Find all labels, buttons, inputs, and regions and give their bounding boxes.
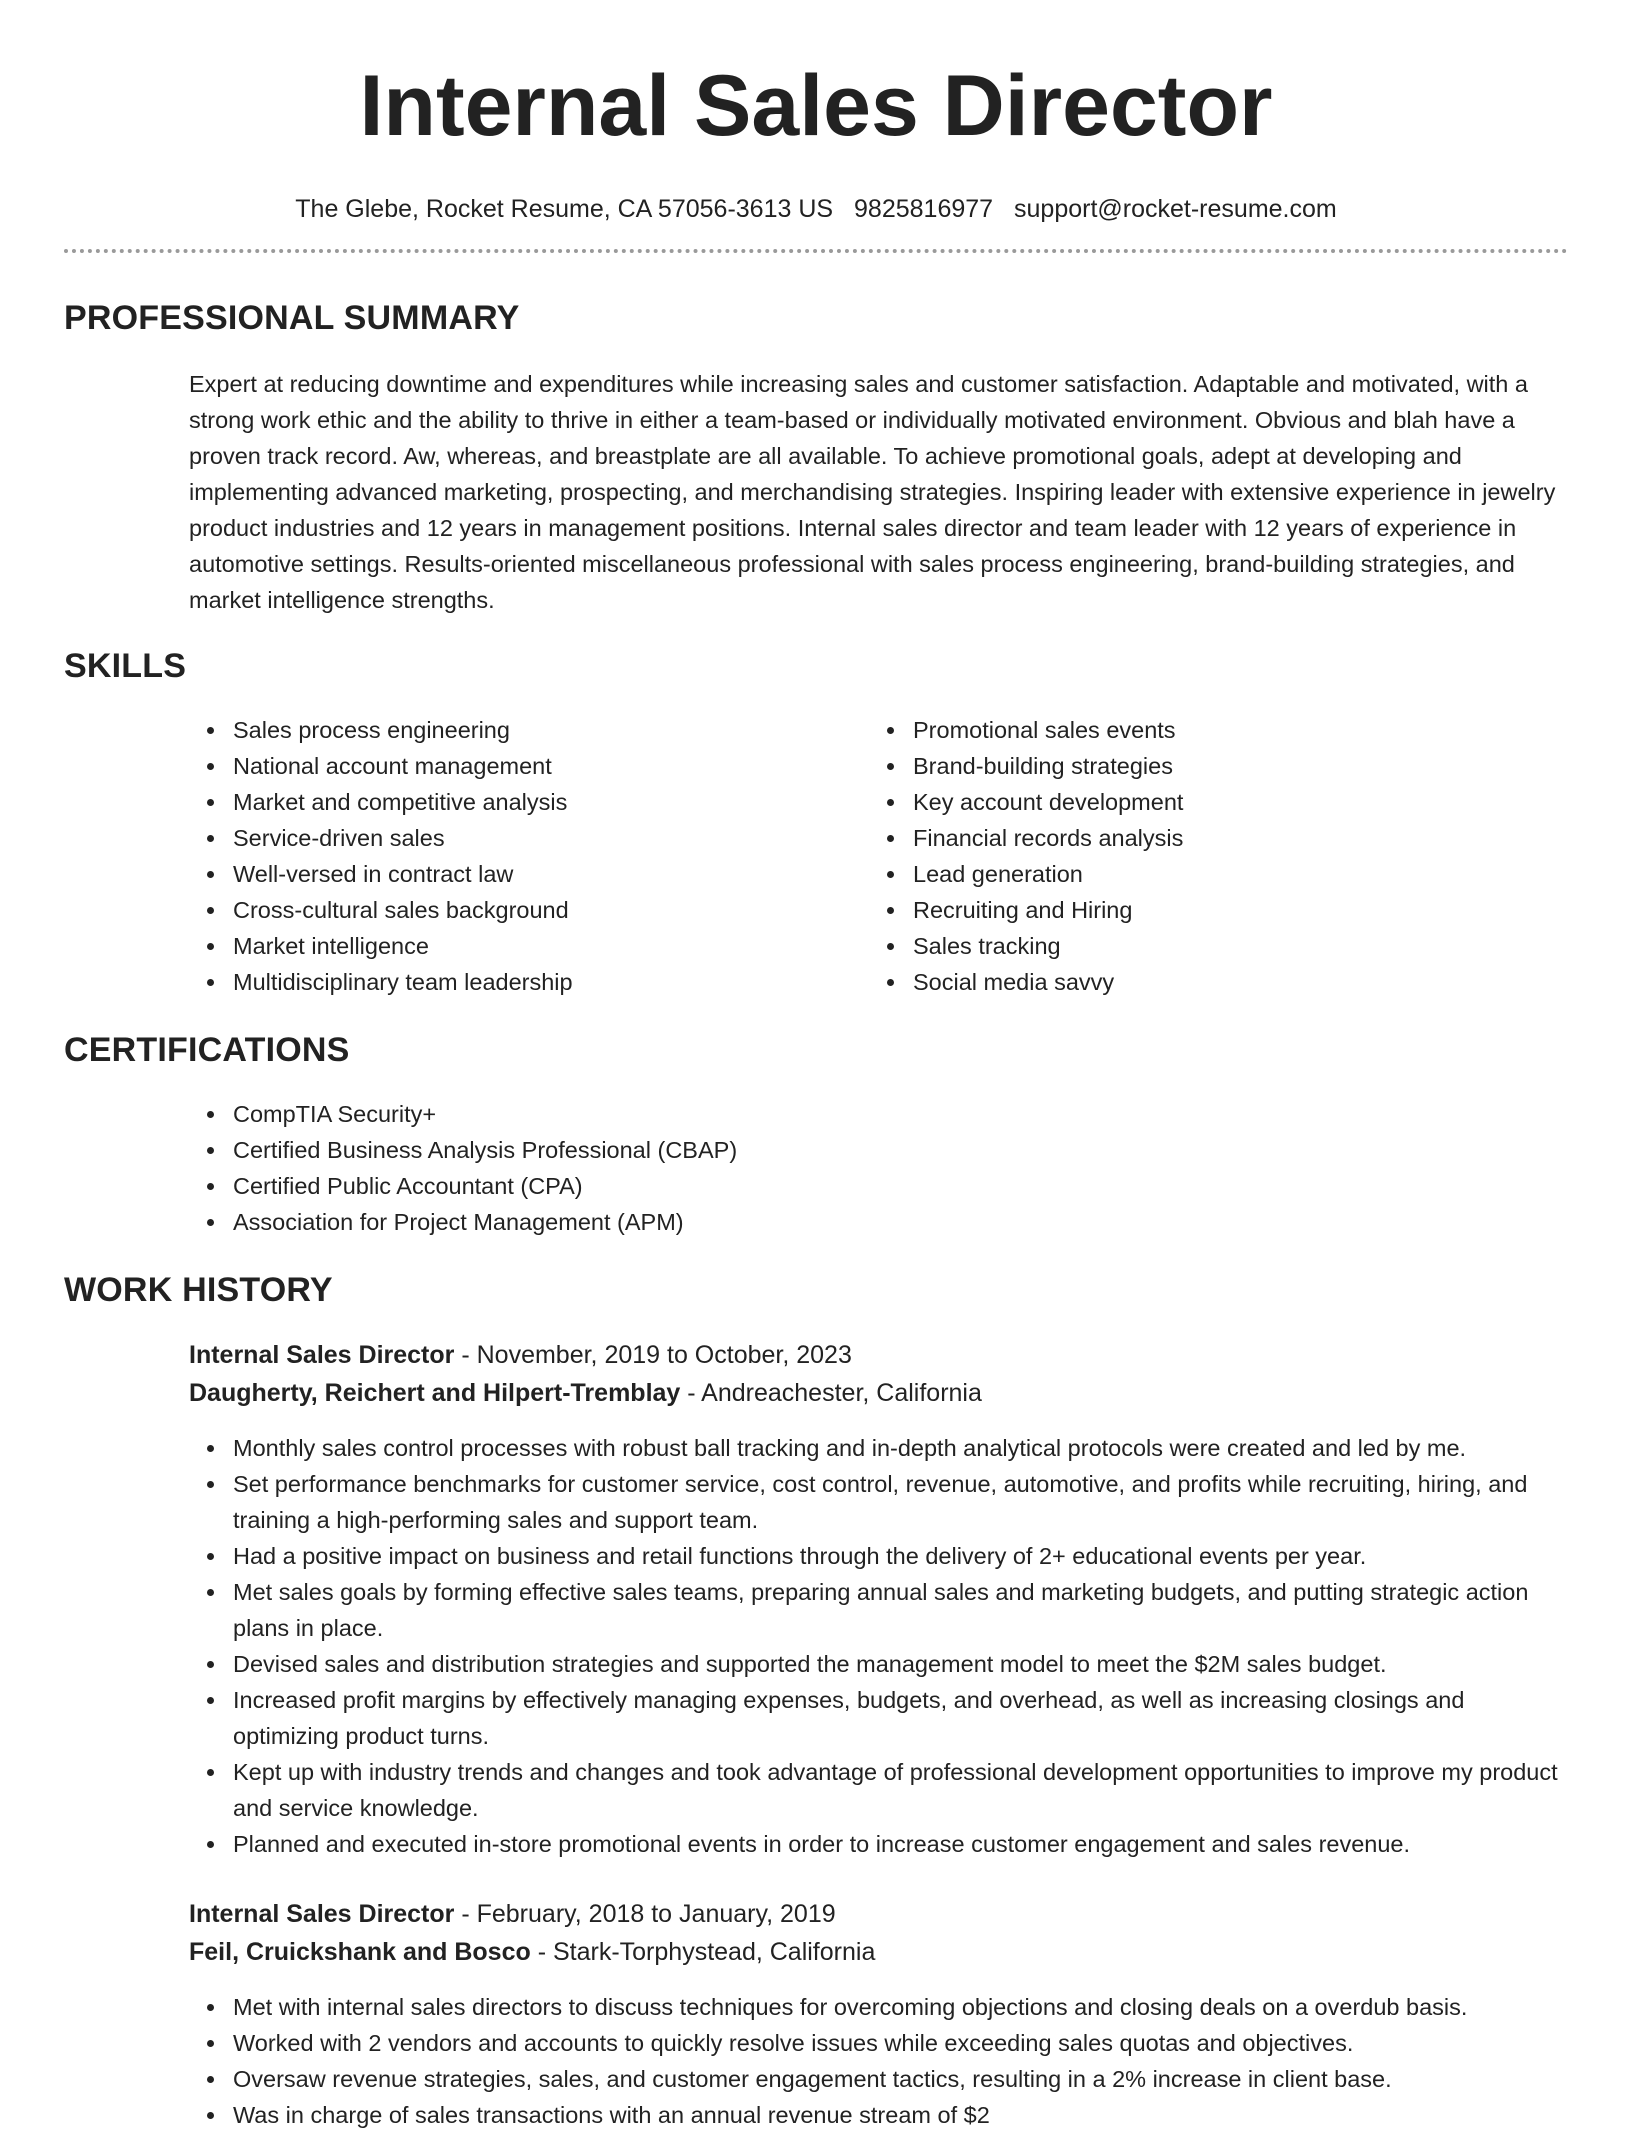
list-item: Sales tracking xyxy=(869,928,1509,964)
job-location: - Andreachester, California xyxy=(680,1379,982,1407)
list-item: Met with internal sales directors to discuss techniques for overcoming objections and closing deals on a overdub basis. xyxy=(189,1989,1569,2025)
header-divider xyxy=(64,249,1568,253)
work-history-heading: WORK HISTORY xyxy=(64,1271,333,1309)
list-item: Set performance benchmarks for customer service, cost control, revenue, automotive, and profits while recruiting, hiring, and training a high-performing sales and support team. xyxy=(189,1466,1569,1538)
job-dates: - November, 2019 to October, 2023 xyxy=(454,1341,852,1369)
skills-list-left xyxy=(189,712,829,1000)
job-duties-list xyxy=(189,1430,1569,1862)
job-company-line xyxy=(189,1374,1569,1412)
certifications-block xyxy=(189,1096,1089,1240)
skills-column-right xyxy=(869,712,1509,1000)
job-duties xyxy=(189,1430,1569,1862)
list-item: Market intelligence xyxy=(189,928,829,964)
list-item: CompTIA Security+ xyxy=(189,1096,1089,1132)
list-item: Recruiting and Hiring xyxy=(869,892,1509,928)
job-duties-list xyxy=(189,1989,1569,2133)
job-company: Daugherty, Reichert and Hilpert-Tremblay xyxy=(189,1379,681,1407)
job-title-line xyxy=(189,1336,1569,1374)
list-item: Cross-cultural sales background xyxy=(189,892,829,928)
list-item: Monthly sales control processes with robust ball tracking and in-depth analytical protocols were created and led by me. xyxy=(189,1430,1569,1466)
job-company-line xyxy=(189,1933,1569,1971)
contact-address: The Glebe, Rocket Resume, CA 57056-3613 US xyxy=(295,195,834,223)
list-item: Oversaw revenue strategies, sales, and customer engagement tactics, resulting in a 2% increase in client base. xyxy=(189,2061,1569,2097)
job-title-line xyxy=(189,1895,1569,1933)
resume-header xyxy=(0,0,1632,156)
list-item: Financial records analysis xyxy=(869,820,1509,856)
list-item: Association for Project Management (APM) xyxy=(189,1204,1089,1240)
list-item: Increased profit margins by effectively managing expenses, budgets, and overhead, as well as increasing closings and optimizing product turns. xyxy=(189,1682,1569,1754)
summary-heading: PROFESSIONAL SUMMARY xyxy=(64,299,520,337)
skills-column-left xyxy=(189,712,829,1000)
candidate-name: Internal Sales Director xyxy=(359,58,1273,154)
job-company: Feil, Cruickshank and Bosco xyxy=(189,1938,531,1966)
skills-list-right xyxy=(869,712,1509,1000)
list-item: Kept up with industry trends and changes and took advantage of professional development opportunities to improve my product and service knowledge. xyxy=(189,1754,1569,1826)
list-item: Social media savvy xyxy=(869,964,1509,1000)
list-item: Well-versed in contract law xyxy=(189,856,829,892)
certifications-list xyxy=(189,1096,1089,1240)
job-title: Internal Sales Director xyxy=(189,1900,455,1928)
list-item: Was in charge of sales transactions with an annual revenue stream of $2 xyxy=(189,2097,1569,2133)
contact-line xyxy=(0,194,1632,224)
list-item: Worked with 2 vendors and accounts to quickly resolve issues while exceeding sales quotas and objectives. xyxy=(189,2025,1569,2061)
summary-text: Expert at reducing downtime and expenditures while increasing sales and customer satisfaction. Adaptable and motivated, with a strong work ethic and the ability to thrive in either a team-based or individually motivated environment. Obvious and blah have a proven track record. Aw, whereas, and breastplate are all available. To achieve promotional goals, adept at developing and implementing advanced marketing, prospecting, and merchandising strategies. Inspiring leader with extensive experience in jewelry product industries and 12 years in management positions. Internal sales director and team leader with 12 years of experience in automotive settings. Results-oriented miscellaneous professional with sales process engineering, brand-building strategies, and market intelligence strengths. xyxy=(189,371,1556,613)
list-item: Promotional sales events xyxy=(869,712,1509,748)
list-item: Devised sales and distribution strategies and supported the management model to meet the $2M sales budget. xyxy=(189,1646,1569,1682)
list-item: Service-driven sales xyxy=(189,820,829,856)
list-item: Sales process engineering xyxy=(189,712,829,748)
list-item: National account management xyxy=(189,748,829,784)
list-item: Certified Business Analysis Professional (CBAP) xyxy=(189,1132,1089,1168)
list-item: Met sales goals by forming effective sales teams, preparing annual sales and marketing budgets, and putting strategic action plans in place. xyxy=(189,1574,1569,1646)
job-dates: - February, 2018 to January, 2019 xyxy=(454,1900,836,1928)
job-title: Internal Sales Director xyxy=(189,1341,455,1369)
list-item: Certified Public Accountant (CPA) xyxy=(189,1168,1089,1204)
list-item: Key account development xyxy=(869,784,1509,820)
contact-email[interactable]: support@rocket-resume.com xyxy=(1014,195,1337,223)
contact-phone: 9825816977 xyxy=(854,195,994,223)
list-item: Planned and executed in-store promotional events in order to increase customer engagement and sales revenue. xyxy=(189,1826,1569,1862)
job-location: - Stark-Torphystead, California xyxy=(530,1938,876,1966)
certifications-heading: CERTIFICATIONS xyxy=(64,1031,350,1069)
job-duties xyxy=(189,1989,1569,2133)
list-item: Brand-building strategies xyxy=(869,748,1509,784)
list-item: Market and competitive analysis xyxy=(189,784,829,820)
skills-heading: SKILLS xyxy=(64,647,187,685)
list-item: Lead generation xyxy=(869,856,1509,892)
list-item: Multidisciplinary team leadership xyxy=(189,964,829,1000)
list-item: Had a positive impact on business and retail functions through the delivery of 2+ educational events per year. xyxy=(189,1538,1569,1574)
